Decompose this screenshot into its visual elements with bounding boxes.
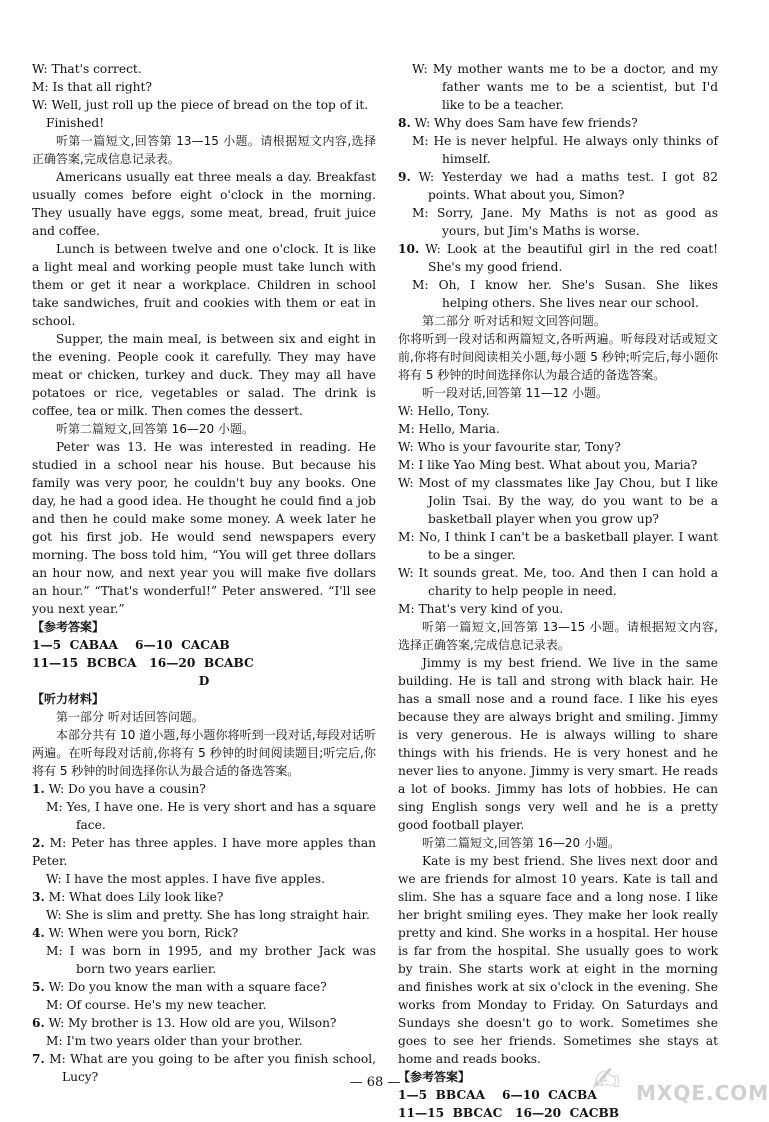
question-line: 1. W: Do you have a cousin? bbox=[32, 782, 206, 796]
passage-paragraph: Lunch is between twelve and one o'clock. It is like a light meal and working people must take lunch with them or get it near a workplace. Children in school take sandwiches, fruit and cookies with them or eat in school. bbox=[32, 242, 376, 328]
instruction: 听第一篇短文,回答第 13—15 小题。请根据短文内容,选择正确答案,完成信息记录表。 bbox=[32, 134, 376, 166]
dialog-line: M: Of course. He's my new teacher. bbox=[46, 998, 267, 1012]
passage-paragraph: Supper, the main meal, is between six and eight in the evening. People cook it carefully. They may have meat or chicken, turkey and duck. They may all have potatoes or rice, vegetables or salad. The drink is coffee, tea or milk. Then comes the dessert. bbox=[32, 332, 376, 418]
watermark bbox=[592, 1058, 769, 1110]
question-number: 6. bbox=[32, 1016, 45, 1030]
part-title: 第一部分 听对话回答问题。 bbox=[56, 710, 204, 724]
question-number: 10. bbox=[398, 242, 420, 256]
part-instruction: 本部分共有 10 道小题,每小题你将听到一段对话,每段对话听两遍。在听每段对话前,你将有 5 秒钟的时间阅读题目;听完后,你将有 5 秒钟的时间选择你认为最合适的备选答案。 bbox=[32, 728, 376, 778]
instruction: 听第一篇短文,回答第 13—15 小题。请根据短文内容,选择正确答案,完成信息记录表。 bbox=[398, 620, 718, 652]
section-letter: D bbox=[198, 674, 210, 688]
dialog-line: M: I was born in 1995, and my brother Jack was born two years earlier. bbox=[46, 944, 376, 976]
question-line: 4. W: When were you born, Rick? bbox=[32, 926, 239, 940]
dialog-line: M: That's very kind of you. bbox=[398, 602, 564, 616]
answer-line: 1—5 CABAA 6—10 CACAB bbox=[32, 638, 230, 652]
answer-stamp-icon: ✍ bbox=[592, 1060, 621, 1100]
question-line: 8. W: Why does Sam have few friends? bbox=[398, 116, 638, 130]
dialog-line: M: Oh, I know her. She's Susan. She likes helping others. She lives near our school. bbox=[412, 278, 718, 310]
dialog-line: M: No, I think I can't be a basketball player. I want to be a singer. bbox=[398, 530, 718, 562]
instruction: 听一段对话,回答第 11—12 小题。 bbox=[422, 386, 608, 400]
passage-paragraph: Americans usually eat three meals a day. Breakfast usually comes before eight o'clock in the morning. They usually have eggs, some meat, bread, fruit juice and coffee. bbox=[32, 170, 376, 238]
passage-paragraph: Peter was 13. He was interested in reading. He studied in a school near his house. But because his family was very poor, he couldn't buy any books. One day, he had a good idea. He thought he could find a job and then he could make some money. A week later he got his first job. He would send newspapers every morning. The boss told him, “You will get three dollars an hour now, and next year you will make five dollars an hour.” “That's wonderful!” Peter answered. “I'll see you next year.” bbox=[32, 440, 376, 616]
dialog-line: W: That's correct. bbox=[32, 62, 142, 76]
instruction: 听第二篇短文,回答第 16—20 小题。 bbox=[422, 836, 620, 850]
question-number: 4. bbox=[32, 926, 45, 940]
question-line: 2. M: Peter has three apples. I have more apples than Peter. bbox=[32, 836, 376, 868]
question-number: 9. bbox=[398, 170, 411, 184]
question-line: 9. W: Yesterday we had a maths test. I got 82 points. What about you, Simon? bbox=[398, 170, 718, 202]
page-number: — 68 — bbox=[349, 1075, 401, 1090]
passage-paragraph: Jimmy is my best friend. We live in the same building. He is tall and strong with black hair. He has a small nose and a round face. I like his eyes because they are always bright and smiling. Jimmy is very generous. He is always willing to share things with his friends. He is very honest and he never lies to anyone. Jimmy is very smart. He reads a lot of books. Jimmy has lots of hobbies. He can sing English songs very well and he is a pretty good football player. bbox=[398, 656, 718, 832]
dialog-line: W: Most of my classmates like Jay Chou, but I like Jolin Tsai. By the way, do you want to be a basketball player when you grow up? bbox=[398, 476, 718, 526]
watermark-text: MXQE.COM bbox=[636, 1081, 769, 1105]
question-line: 5. W: Do you know the man with a square face? bbox=[32, 980, 327, 994]
part-instruction: 你将听到一段对话和两篇短文,各听两遍。听每段对话或短文前,你将有时间阅读相关小题,每小题 5 秒钟;听完后,每小题你将有 5 秒钟的时间选择你认为最合适的备选答案。 bbox=[398, 332, 718, 382]
part-title: 第二部分 听对话和短文回答问题。 bbox=[422, 314, 606, 328]
question-number: 1. bbox=[32, 782, 45, 796]
answer-line: 1—5 BBCAA 6—10 CACBA bbox=[398, 1088, 597, 1102]
question-line: 10. W: Look at the beautiful girl in the red coat! She's my good friend. bbox=[398, 242, 719, 274]
question-number: 7. bbox=[32, 1052, 45, 1066]
dialog-line: W: My mother wants me to be a doctor, and my father wants me to be a scientist, but I'd like to be a teacher. bbox=[412, 62, 718, 112]
dialog-line: W: I have the most apples. I have five apples. bbox=[46, 872, 325, 886]
answer-heading: 【参考答案】 bbox=[32, 620, 105, 634]
question-number: 3. bbox=[32, 890, 45, 904]
listening-heading: 【听力材料】 bbox=[32, 692, 105, 706]
dialog-line: M: Hello, Maria. bbox=[398, 422, 500, 436]
dialog-line: W: Hello, Tony. bbox=[398, 404, 490, 418]
answer-heading: 【参考答案】 bbox=[398, 1070, 471, 1084]
dialog-line: M: I like Yao Ming best. What about you, Maria? bbox=[398, 458, 698, 472]
right-column bbox=[398, 60, 718, 1122]
dialog-line: M: I'm two years older than your brother. bbox=[46, 1034, 303, 1048]
question-number: 2. bbox=[32, 836, 45, 850]
dialog-line: W: She is slim and pretty. She has long straight hair. bbox=[46, 908, 370, 922]
answer-line: 11—15 BBCAC 16—20 CACBB bbox=[398, 1106, 620, 1120]
dialog-line: W: Who is your favourite star, Tony? bbox=[398, 440, 621, 454]
dialog-line: M: Sorry, Jane. My Maths is not as good as yours, but Jim's Maths is worse. bbox=[412, 206, 718, 238]
left-column bbox=[32, 60, 376, 1086]
question-line: 7. M: What are you going to be after you finish school, Lucy? bbox=[32, 1052, 377, 1084]
question-line: 3. M: What does Lily look like? bbox=[32, 890, 224, 904]
instruction: 听第二篇短文,回答第 16—20 小题。 bbox=[56, 422, 254, 436]
dialog-line: W: It sounds great. Me, too. And then I can hold a charity to help people in need. bbox=[398, 566, 718, 598]
answer-line: 11—15 BCBCA 16—20 BCABC bbox=[32, 656, 254, 670]
question-number: 5. bbox=[32, 980, 45, 994]
dialog-line: Finished! bbox=[46, 116, 105, 130]
passage-paragraph: Kate is my best friend. She lives next door and we are friends for almost 10 years. Kate is tall and slim. She has a square face and a long nose. I like her bright smiling eyes. They make her look really pretty and kind. She works in a hospital. Her house is far from the hospital. She usually goes to work by train. She starts work at eight in the morning and finishes work at six o'clock in the evening. She works from Monday to Friday. On Saturdays and Sundays she doesn't go to work. Sometimes she goes to see her friends. Sometimes she stays at home and reads books. bbox=[398, 854, 718, 1066]
dialog-line: M: Is that all right? bbox=[32, 80, 152, 94]
question-number: 8. bbox=[398, 116, 411, 130]
dialog-line: M: Yes, I have one. He is very short and has a square face. bbox=[46, 800, 376, 832]
dialog-line: W: Well, just roll up the piece of bread on the top of it. bbox=[32, 98, 369, 112]
question-line: 6. W: My brother is 13. How old are you, Wilson? bbox=[32, 1016, 337, 1030]
dialog-line: M: He is never helpful. He always only thinks of himself. bbox=[412, 134, 718, 166]
